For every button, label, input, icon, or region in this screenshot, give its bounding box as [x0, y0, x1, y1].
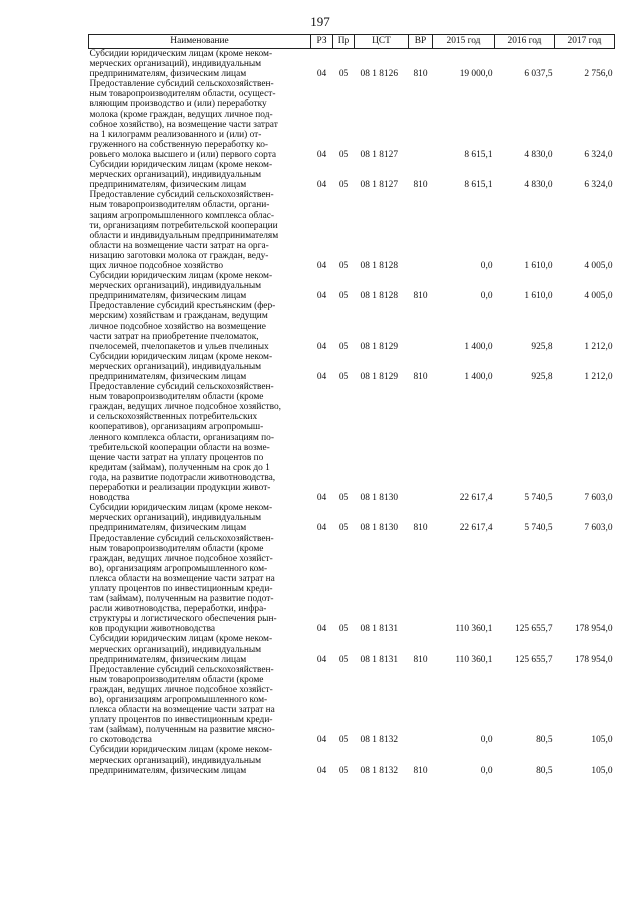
- name-line: на 1 килограмм реализованного и (или) от-: [89, 129, 262, 140]
- cell-2017: 178 954,0: [575, 624, 613, 635]
- header-vr: ВР: [409, 35, 433, 49]
- cell-pr: 05: [338, 341, 349, 352]
- cell-name: [89, 745, 311, 775]
- name-line: низацию заготовки молока от граждан, веду-: [89, 250, 269, 261]
- name-line: мерческих организаций), индивидуальным: [89, 513, 262, 524]
- cell-2017: 2 756,0: [584, 69, 613, 80]
- name-line: ным товаропроизводителям области, осущест-: [89, 89, 276, 100]
- name-line: во), организациям агропромышленного ком-: [89, 563, 268, 574]
- cell-2016: 80,5: [536, 765, 553, 776]
- name-line: требительской кооперации области на возме-: [89, 442, 270, 453]
- table-header-row: [89, 35, 615, 49]
- cell-2016: 80,5: [536, 735, 553, 746]
- name-line: предпринимателям, физическим лицам: [89, 180, 247, 191]
- name-line: мерческих организаций), индивидуальным: [89, 361, 262, 372]
- name-line: Субсидии юридическим лицам (кроме неком-: [89, 271, 273, 282]
- cell-2016: 5 740,5: [524, 493, 553, 504]
- cell-rz: 04: [316, 765, 327, 776]
- name-line: Предоставление субсидий сельскохозяйствен-: [89, 190, 274, 201]
- name-line: во), организациям агропромышленного ком-: [89, 695, 268, 705]
- name-line: области на возмещение части затрат на орга-: [89, 240, 269, 251]
- cell-vr: [409, 190, 433, 271]
- cell-pr: 05: [338, 69, 349, 80]
- cell-vr: 810: [413, 291, 428, 302]
- cell-vr: [409, 534, 433, 635]
- cell-vr: 810: [413, 372, 428, 382]
- table-row: [89, 79, 615, 160]
- table-row: [89, 665, 615, 746]
- cell-2017: 1 212,0: [584, 341, 613, 352]
- table-row: [89, 745, 615, 775]
- name-line: предпринимателям, физическим лицам: [89, 765, 247, 776]
- cell-name: [89, 534, 311, 635]
- name-line: собное хозяйство), на возмещение части затрат: [89, 119, 278, 130]
- cell-name: [89, 79, 311, 160]
- cell-name: [89, 190, 311, 271]
- cell-rz: 04: [316, 735, 327, 746]
- header-2016: 2016 год: [495, 35, 555, 49]
- cell-vr: 810: [413, 523, 428, 534]
- cell-name: [89, 352, 311, 382]
- cell-pr: 05: [338, 291, 349, 302]
- cell-cst: 08 1 8126: [360, 69, 398, 80]
- cell-pr: 05: [338, 180, 349, 191]
- header-2015: 2015 год: [433, 35, 495, 49]
- header-pr: Пр: [333, 35, 355, 49]
- name-line: предпринимателям, физическим лицам: [89, 523, 247, 534]
- name-line: уплату процентов по инвестиционным креди-: [89, 715, 273, 726]
- cell-pr: 05: [338, 654, 349, 665]
- cell-rz: 04: [316, 624, 327, 635]
- name-line: мерческих организаций), индивидуальным: [89, 170, 262, 181]
- cell-2017: 4 005,0: [584, 260, 613, 271]
- cell-cst: 08 1 8130: [360, 493, 398, 504]
- header-2017: 2017 год: [555, 35, 615, 49]
- cell-vr: [409, 301, 433, 351]
- table-row: [89, 160, 615, 190]
- cell-2015: 1 400,0: [464, 341, 493, 352]
- name-line: ным товаропроизводителям области, органи-: [89, 200, 270, 211]
- cell-cst: 08 1 8129: [360, 372, 398, 382]
- cell-2015: 0,0: [480, 291, 493, 302]
- name-line: Субсидии юридическим лицам (кроме неком-: [89, 160, 273, 171]
- name-line: граждан, ведущих личное подсобное хозяйст-: [89, 684, 273, 695]
- name-line: Субсидии юридическим лицам (кроме неком-: [89, 351, 273, 362]
- name-line: щение части затрат на уплату процентов по: [89, 452, 264, 463]
- name-line: ков продукции животноводства: [89, 624, 216, 635]
- cell-name: [89, 301, 311, 351]
- cell-2017: 6 324,0: [584, 149, 613, 160]
- cell-name: [89, 271, 311, 301]
- cell-vr: 810: [413, 180, 428, 191]
- cell-2017: 105,0: [591, 735, 613, 746]
- name-line: ным товаропроизводителям области (кроме: [89, 543, 264, 554]
- cell-cst: 08 1 8131: [360, 624, 398, 635]
- header-name: Наименование: [89, 35, 311, 49]
- cell-rz: 04: [316, 291, 327, 302]
- cell-2015: 0,0: [480, 260, 493, 271]
- name-line: плекса области на возмещение части затрат на: [89, 705, 275, 716]
- cell-2017: 4 005,0: [584, 291, 613, 302]
- table-row: [89, 271, 615, 301]
- cell-2016: 1 610,0: [524, 260, 553, 271]
- name-line: ровьего молока высшего и (или) первого сорта: [89, 149, 277, 160]
- cell-vr: 810: [413, 69, 428, 80]
- cell-rz: 04: [316, 654, 327, 665]
- cell-vr: [409, 665, 433, 746]
- name-line: структуры и логистического обеспечения рын-: [89, 614, 277, 625]
- header-rz: РЗ: [311, 35, 333, 49]
- name-line: ленного комплекса области, организациям по-: [89, 432, 274, 443]
- cell-cst: 08 1 8128: [360, 291, 398, 302]
- header-cst: ЦСТ: [355, 35, 409, 49]
- cell-2015: 19 000,0: [459, 69, 493, 80]
- cell-pr: 05: [338, 493, 349, 504]
- name-line: го скотоводства: [89, 735, 152, 746]
- cell-2015: 8 615,1: [464, 149, 493, 160]
- cell-2016: 5 740,5: [524, 523, 553, 534]
- cell-name: [89, 634, 311, 664]
- table-row: [89, 634, 615, 664]
- cell-2016: 6 037,5: [524, 69, 553, 80]
- cell-2017: 7 603,0: [584, 523, 613, 534]
- cell-rz: 04: [316, 69, 327, 80]
- cell-rz: 04: [316, 149, 327, 160]
- table-row: [89, 49, 615, 80]
- name-line: Предоставление субсидий крестьянским (фер-: [89, 301, 276, 312]
- name-line: там (займам), полученным на развитие мясно-: [89, 725, 275, 736]
- name-line: щих личное подсобное хозяйство: [89, 260, 224, 271]
- name-line: Субсидии юридическим лицам (кроме неком-: [89, 634, 273, 645]
- name-line: мерческих организаций), индивидуальным: [89, 644, 262, 655]
- table-body: [89, 49, 615, 776]
- cell-2015: 110 360,1: [455, 624, 493, 635]
- table-row: [89, 503, 615, 533]
- name-line: мерческих организаций), индивидуальным: [89, 281, 262, 292]
- cell-2015: 110 360,1: [455, 654, 493, 665]
- cell-2016: 4 830,0: [524, 149, 553, 160]
- name-line: плекса области на возмещение части затрат на: [89, 573, 275, 584]
- cell-name: [89, 382, 311, 503]
- cell-rz: 04: [316, 260, 327, 271]
- cell-2017: 1 212,0: [584, 372, 613, 382]
- table-row: [89, 352, 615, 382]
- name-line: ным товаропроизводителям области (кроме: [89, 392, 264, 403]
- table-row: [89, 382, 615, 503]
- name-line: личное подсобное хозяйство на возмещение: [89, 321, 266, 332]
- name-line: мерческих организаций), индивидуальным: [89, 755, 262, 766]
- cell-pr: 05: [338, 260, 349, 271]
- cell-2017: 6 324,0: [584, 180, 613, 191]
- cell-rz: 04: [316, 341, 327, 352]
- cell-cst: 08 1 8127: [360, 180, 398, 191]
- cell-rz: 04: [316, 372, 327, 382]
- cell-cst: 08 1 8128: [360, 260, 398, 271]
- cell-name: [89, 665, 311, 746]
- name-line: молока (кроме граждан, ведущих личное под-: [89, 109, 273, 120]
- cell-2015: 0,0: [480, 735, 493, 746]
- name-line: Предоставление субсидий сельскохозяйствен-: [89, 533, 274, 544]
- name-line: мерческих организаций), индивидуальным: [89, 59, 262, 70]
- cell-rz: 04: [316, 523, 327, 534]
- cell-cst: 08 1 8127: [360, 149, 398, 160]
- table-row: [89, 190, 615, 271]
- cell-pr: 05: [338, 523, 349, 534]
- table-row: [89, 534, 615, 635]
- cell-2016: 125 655,7: [515, 624, 553, 635]
- cell-2015: 22 617,4: [459, 523, 493, 534]
- name-line: кооперативов), организациям агропромыш-: [89, 422, 264, 433]
- cell-2016: 1 610,0: [524, 291, 553, 302]
- name-line: уплату процентов по инвестиционным креди-: [89, 583, 273, 594]
- cell-name: [89, 49, 311, 80]
- cell-pr: 05: [338, 735, 349, 746]
- name-line: года, на развитие подотрасли животноводства,: [89, 472, 276, 483]
- cell-vr: [409, 79, 433, 160]
- cell-pr: 05: [338, 372, 349, 382]
- cell-2016: 925,8: [531, 341, 553, 352]
- cell-2016: 125 655,7: [515, 654, 553, 665]
- name-line: области и индивидуальным предпринимателям: [89, 230, 279, 241]
- cell-2017: 178 954,0: [575, 654, 613, 665]
- name-line: части затрат на приобретение пчеломаток,: [89, 331, 259, 342]
- name-line: пчелосемей, пчелопакетов и ульев пчелиных: [89, 341, 269, 352]
- cell-2017: 7 603,0: [584, 493, 613, 504]
- cell-2015: 8 615,1: [464, 180, 493, 191]
- cell-cst: 08 1 8132: [360, 765, 398, 776]
- cell-cst: 08 1 8129: [360, 341, 398, 352]
- name-line: там (займам), полученным на развитие подот-: [89, 594, 274, 605]
- cell-2015: 22 617,4: [459, 493, 493, 504]
- budget-table: [88, 34, 615, 776]
- cell-cst: 08 1 8131: [360, 654, 398, 665]
- name-line: граждан, ведущих личное подсобное хозяйство,: [89, 402, 282, 413]
- name-line: Предоставление субсидий сельскохозяйствен-: [89, 79, 274, 90]
- cell-pr: 05: [338, 149, 349, 160]
- cell-rz: 04: [316, 493, 327, 504]
- name-line: груженного на собственную переработку ко-: [89, 139, 268, 150]
- cell-2016: 4 830,0: [524, 180, 553, 191]
- cell-pr: 05: [338, 624, 349, 635]
- name-line: новодства: [89, 493, 130, 504]
- cell-vr: 810: [413, 654, 428, 665]
- cell-cst: 08 1 8130: [360, 523, 398, 534]
- name-line: вляющим производство и (или) переработку: [89, 99, 267, 110]
- name-line: Предоставление субсидий сельскохозяйствен-: [89, 382, 274, 393]
- table-row: [89, 301, 615, 351]
- name-line: предпринимателям, физическим лицам: [89, 291, 247, 302]
- page-number: 197: [310, 14, 330, 29]
- cell-vr: [409, 382, 433, 503]
- cell-vr: 810: [413, 765, 428, 776]
- cell-name: [89, 503, 311, 533]
- cell-2016: 925,8: [531, 372, 553, 382]
- name-line: Субсидии юридическим лицам (кроме неком-: [89, 503, 273, 514]
- name-line: предпринимателям, физическим лицам: [89, 69, 247, 80]
- name-line: ти, организациям потребительской кооперации: [89, 220, 278, 231]
- cell-pr: 05: [338, 765, 349, 776]
- name-line: мерским) хозяйствам и гражданам, ведущим: [89, 311, 268, 322]
- name-line: переработки и реализации продукции живот-: [89, 483, 271, 494]
- name-line: зациям агропромышленного комплекса облас-: [89, 210, 275, 221]
- name-line: Предоставление субсидий сельскохозяйствен-: [89, 664, 274, 675]
- name-line: Субсидии юридическим лицам (кроме неком-: [89, 49, 273, 59]
- name-line: кредитам (займам), полученным на срок до 1: [89, 462, 270, 473]
- name-line: граждан, ведущих личное подсобное хозяйст-: [89, 553, 273, 564]
- cell-2015: 0,0: [480, 765, 493, 776]
- cell-2015: 1 400,0: [464, 372, 493, 382]
- name-line: предпринимателям, физическим лицам: [89, 654, 247, 665]
- name-line: Субсидии юридическим лицам (кроме неком-: [89, 745, 273, 756]
- cell-name: [89, 160, 311, 190]
- name-line: расли животноводства, переработки, инфра-: [89, 604, 267, 615]
- name-line: и сельскохозяйственных потребительских: [89, 412, 258, 423]
- cell-2017: 105,0: [591, 765, 613, 776]
- name-line: ным товаропроизводителям области (кроме: [89, 674, 264, 685]
- cell-rz: 04: [316, 180, 327, 191]
- name-line: предпринимателям, физическим лицам: [89, 372, 247, 382]
- cell-cst: 08 1 8132: [360, 735, 398, 746]
